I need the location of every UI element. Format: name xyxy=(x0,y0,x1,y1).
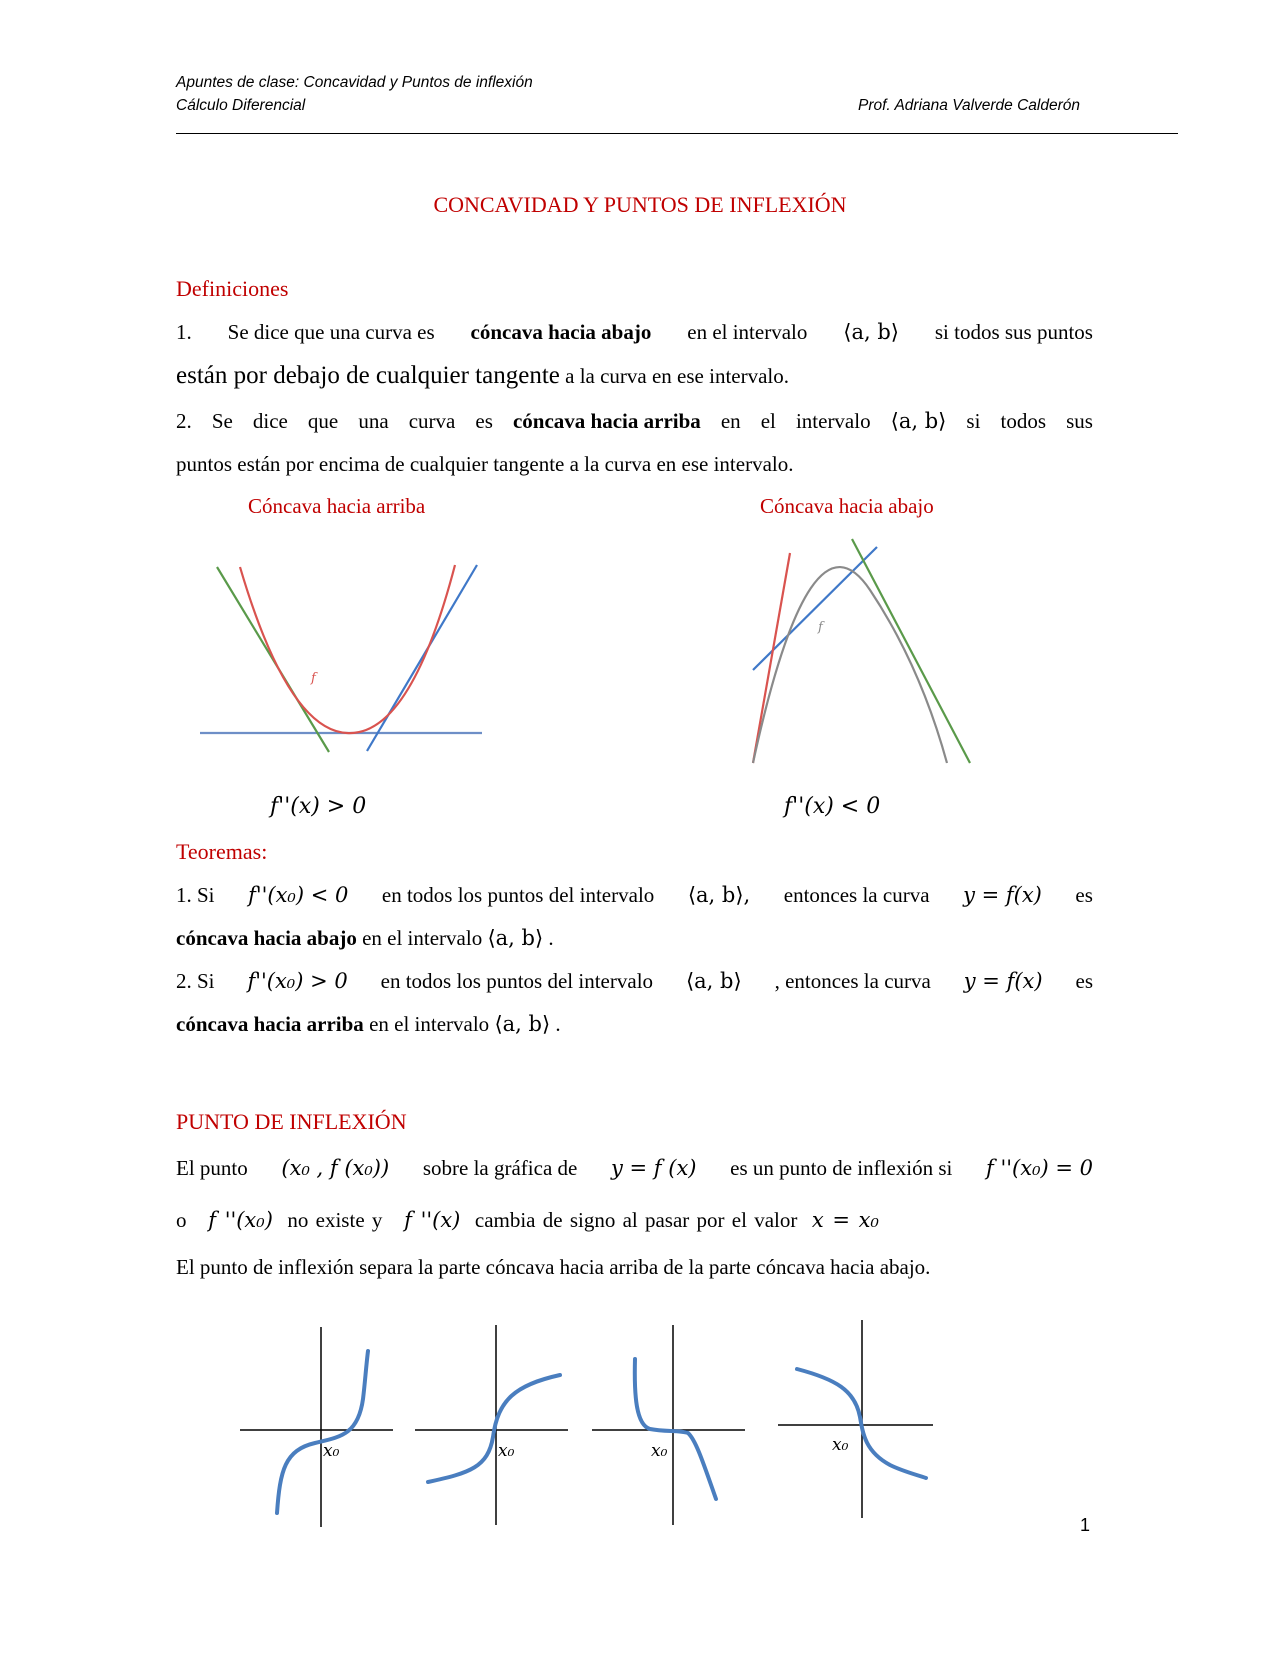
def2-word: que xyxy=(307,409,339,433)
def2-word: intervalo xyxy=(795,409,871,433)
def2-word: Se xyxy=(211,409,233,433)
x0-label: x₀ xyxy=(498,1441,515,1461)
red-tangent-line xyxy=(753,553,790,763)
caption-concave-down: Cóncava hacia abajo xyxy=(760,494,934,518)
inflection-paragraph-line-3: El punto de inflexión separa la parte cóncava hacia arriba de la parte cóncava hacia abajo. xyxy=(176,1255,931,1279)
theorem-2-interval: ⟨a, b⟩ xyxy=(494,1012,551,1036)
inflection-condition: f ''(x₀) = 0 xyxy=(986,1156,1093,1180)
def2-word: una xyxy=(358,409,389,433)
def2-bold-term: cóncava hacia arriba xyxy=(512,409,701,433)
inflection-graph-1 xyxy=(240,1327,393,1527)
theorem-2-bold-term: cóncava hacia arriba xyxy=(176,1012,364,1036)
inflection-curve xyxy=(635,1359,716,1499)
def2-word: sus xyxy=(1066,409,1093,433)
inflection-graph-3 xyxy=(592,1325,745,1525)
def2-word: si xyxy=(966,409,981,433)
def2-word: en xyxy=(720,409,741,433)
inflection-graph-2 xyxy=(415,1325,568,1525)
inflection-equation: y = f (x) xyxy=(611,1156,697,1180)
x-equals-x0: x = x₀ xyxy=(811,1208,879,1232)
def2-word: dice xyxy=(252,409,288,433)
page-title: CONCAVIDAD Y PUNTOS DE INFLEXIÓN xyxy=(433,192,847,217)
curve-label-f: f xyxy=(311,671,316,686)
inflection-text: cambia de signo al pasar por el valor xyxy=(474,1208,798,1232)
definition-2-line-1 xyxy=(176,409,1093,434)
header-subject: Cálculo Diferencial xyxy=(176,97,306,114)
def2-interval: ⟨a, b⟩ xyxy=(890,409,947,433)
theorem-1-label: 1. Si xyxy=(176,883,215,907)
convex-curve-f xyxy=(240,565,455,733)
x0-label: x₀ xyxy=(832,1435,849,1455)
theorem-2-text: , entonces la curva xyxy=(774,969,931,993)
blue-tangent-line xyxy=(367,565,477,751)
theorem-1-interval: ⟨a, b⟩, xyxy=(687,883,751,907)
concave-up-graph xyxy=(195,555,485,765)
inflection-point-notation: (x₀ , f (x₀)) xyxy=(281,1156,390,1180)
theorem-2-period: . xyxy=(555,1012,561,1036)
second-derivative-at-x0: f ''(x₀) xyxy=(208,1208,273,1232)
header-course-notes: Apuntes de clase: Concavidad y Puntos de inflexión xyxy=(176,74,533,91)
theorem-1-line-1 xyxy=(176,883,1093,908)
theorem-1-text: en todos los puntos del intervalo xyxy=(381,883,655,907)
theorem-2-line-2 xyxy=(176,1012,1093,1037)
theorem-1-equation: y = f(x) xyxy=(963,883,1042,907)
def1-text-a: Se dice que una curva es xyxy=(227,320,435,344)
theorem-1-interval: ⟨a, b⟩ xyxy=(487,926,544,950)
theorem-2-interval: ⟨a, b⟩ xyxy=(685,969,742,993)
definition-2-line-2: puntos están por encima de cualquier tangente a la curva en ese intervalo. xyxy=(176,452,794,476)
def1-text-f: a la curva en ese intervalo. xyxy=(565,364,790,388)
def1-text-d: si todos sus puntos xyxy=(934,320,1093,344)
def2-word: todos xyxy=(1000,409,1047,433)
theorem-1-condition: f''(x₀) < 0 xyxy=(248,883,349,907)
curve-label-f: f xyxy=(818,620,823,635)
inflection-text: o xyxy=(176,1208,187,1232)
theorem-1-period: . xyxy=(548,926,554,950)
theorem-2-text: en todos los puntos del intervalo xyxy=(380,969,654,993)
definitions-heading: Definiciones xyxy=(176,276,289,301)
x0-label: x₀ xyxy=(651,1441,668,1461)
def1-large-text: están por debajo de cualquier tangente xyxy=(176,362,560,389)
definition-1-line-2 xyxy=(176,362,1093,390)
header-author: Prof. Adriana Valverde Calderón xyxy=(858,97,1081,114)
caption-concave-up: Cóncava hacia arriba xyxy=(248,494,426,518)
theorems-heading: Teoremas: xyxy=(176,839,268,864)
inflection-text: El punto xyxy=(176,1156,248,1180)
inflection-text: no existe y xyxy=(287,1208,383,1232)
theorem-2-condition: f''(x₀) > 0 xyxy=(247,969,348,993)
inflection-text: sobre la gráfica de xyxy=(422,1156,578,1180)
theorem-1-text: es xyxy=(1075,883,1093,907)
theorem-2-text: en el intervalo xyxy=(369,1012,490,1036)
page-number: 1 xyxy=(1080,1515,1091,1535)
def2-number: 2. xyxy=(176,409,192,433)
def1-number: 1. xyxy=(176,320,192,344)
def2-word: es xyxy=(475,409,493,433)
theorem-2-label: 2. Si xyxy=(176,969,215,993)
x0-label: x₀ xyxy=(323,1441,340,1461)
inflection-paragraph-line-2 xyxy=(176,1208,1093,1233)
def1-text-c: en el intervalo xyxy=(687,320,808,344)
def2-word: curva xyxy=(408,409,456,433)
def1-bold-term: cóncava hacia abajo xyxy=(470,320,652,344)
second-derivative: f ''(x) xyxy=(404,1208,461,1232)
condition-positive-second-derivative: f''(x) > 0 xyxy=(270,794,367,819)
inflection-graph-4 xyxy=(778,1320,933,1518)
theorem-1-text: entonces la curva xyxy=(783,883,930,907)
inflection-heading: PUNTO DE INFLEXIÓN xyxy=(176,1109,407,1134)
condition-negative-second-derivative: f''(x) < 0 xyxy=(784,794,881,819)
theorem-1-text: en el intervalo xyxy=(362,926,483,950)
inflection-text: es un punto de inflexión si xyxy=(730,1156,953,1180)
inflection-curve xyxy=(277,1351,368,1513)
inflection-paragraph-line-1 xyxy=(176,1156,1093,1181)
inflection-curve xyxy=(428,1375,560,1482)
def1-interval: ⟨a, b⟩ xyxy=(843,320,899,344)
def2-word: el xyxy=(760,409,776,433)
concave-down-graph xyxy=(750,535,980,770)
green-tangent-line xyxy=(852,539,970,763)
header-rule xyxy=(176,133,1178,134)
inflection-point-graphs xyxy=(230,1315,950,1530)
theorem-1-bold-term: cóncava hacia abajo xyxy=(176,926,357,950)
theorem-2-equation: y = f(x) xyxy=(963,969,1043,993)
theorem-2-text: es xyxy=(1075,969,1093,993)
definition-1-line-1 xyxy=(176,320,1093,345)
theorem-2-line-1 xyxy=(176,969,1093,994)
theorem-1-line-2 xyxy=(176,926,1093,951)
